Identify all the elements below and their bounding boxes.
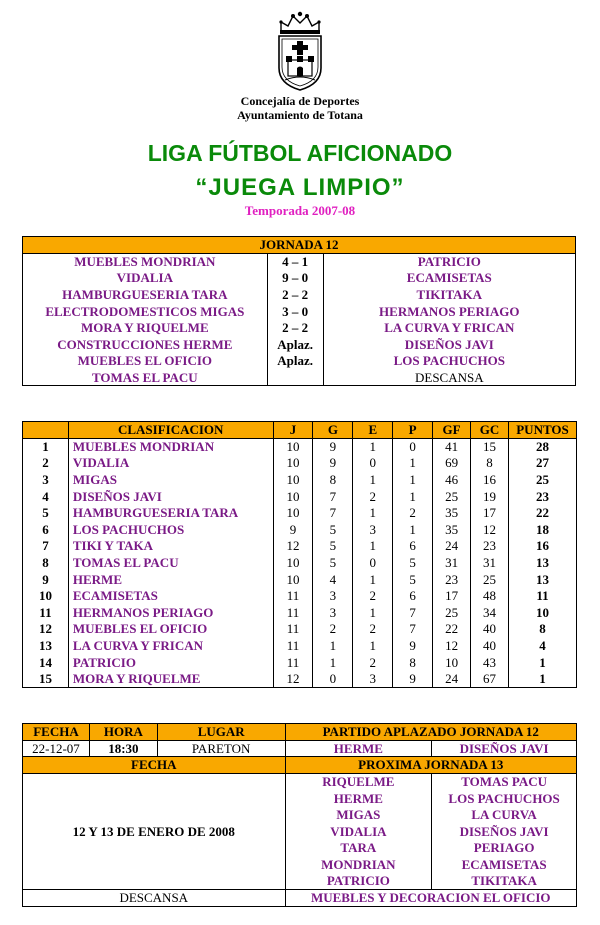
standings-goals-against: 17 <box>471 504 509 521</box>
standings-played: 10 <box>273 438 313 455</box>
proxima-away: DISEÑOS JAVI <box>432 823 577 840</box>
standings-drawn: 2 <box>353 621 393 638</box>
standings-won: 2 <box>313 621 353 638</box>
jornada-title: JORNADA 12 <box>23 237 576 254</box>
standings-goals-against: 25 <box>471 571 509 588</box>
standings-goals-for: 35 <box>433 521 471 538</box>
match-score: 4 – 1 <box>267 253 323 270</box>
standings-drawn: 2 <box>353 654 393 671</box>
standings-team: LOS PACHUCHOS <box>68 521 273 538</box>
proxima-rows <box>23 773 577 906</box>
standings-played: 10 <box>273 471 313 488</box>
standings-points: 23 <box>508 488 576 505</box>
standings-col-header: GC <box>471 422 509 439</box>
match-score: Aplaz. <box>267 336 323 353</box>
standings-points: 22 <box>508 504 576 521</box>
proxima-home: VIDALIA <box>285 823 432 840</box>
match-away: DISEÑOS JAVI <box>404 336 494 352</box>
match-score: 2 – 2 <box>267 319 323 336</box>
standings-goals-against: 19 <box>471 488 509 505</box>
standings-team: MORA Y RIQUELME <box>68 670 273 687</box>
standings-drawn: 2 <box>353 488 393 505</box>
standings-goals-for: 25 <box>433 604 471 621</box>
page-title: LIGA FÚTBOL AFICIONADO <box>147 140 453 166</box>
standings-position: 5 <box>23 504 69 521</box>
proxima-away: PERIAGO <box>432 840 577 857</box>
standings-team: TOMAS EL PACU <box>68 554 273 571</box>
standings-lost: 7 <box>393 604 433 621</box>
standings-points: 13 <box>508 571 576 588</box>
standings-position: 2 <box>23 455 69 472</box>
standings-goals-for: 17 <box>433 587 471 604</box>
match-home: VIDALIA <box>116 270 173 286</box>
proxima-away: TOMAS PACU <box>432 773 577 790</box>
standings-points: 1 <box>508 670 576 687</box>
proxima-away: LA CURVA <box>432 806 577 823</box>
standings-team: HAMBURGUESERIA TARA <box>68 504 273 521</box>
standings-position: 6 <box>23 521 69 538</box>
standings-won: 5 <box>313 521 353 538</box>
aplazado-lugar: PARETON <box>157 740 285 757</box>
standings-won: 8 <box>313 471 353 488</box>
match-row <box>23 286 576 303</box>
proxima-descansa-team: MUEBLES Y DECORACION EL OFICIO <box>285 889 576 906</box>
standings-col-header: GF <box>433 422 471 439</box>
page-subtitle: “JUEGA LIMPIO” <box>195 174 405 201</box>
standings-position: 7 <box>23 538 69 555</box>
jornada-results-table <box>22 236 576 386</box>
standings-team: TIKI Y TAKA <box>68 538 273 555</box>
match-row <box>23 353 576 370</box>
standings-position: 8 <box>23 554 69 571</box>
standings-col-header <box>23 422 69 439</box>
standings-lost: 9 <box>393 637 433 654</box>
standings-lost: 1 <box>393 521 433 538</box>
match-row <box>23 253 576 270</box>
match-row <box>23 270 576 287</box>
standings-goals-for: 46 <box>433 471 471 488</box>
standings-drawn: 1 <box>353 571 393 588</box>
standings-points: 28 <box>508 438 576 455</box>
standings-col-header: J <box>273 422 313 439</box>
standings-lost: 6 <box>393 538 433 555</box>
standings-team: HERME <box>68 571 273 588</box>
standings-team: PATRICIO <box>68 654 273 671</box>
aplazado-fecha-header: FECHA <box>23 724 90 741</box>
aplazado-partido-header: PARTIDO APLAZADO JORNADA 12 <box>285 724 576 741</box>
town-crest-icon <box>271 10 329 92</box>
aplazado-hora-header: HORA <box>89 724 157 741</box>
standings-goals-against: 67 <box>471 670 509 687</box>
standings-row <box>23 670 577 687</box>
standings-played: 10 <box>273 504 313 521</box>
standings-goals-against: 8 <box>471 455 509 472</box>
org-line-2: Ayuntamiento de Totana <box>237 108 363 122</box>
proxima-home: TARA <box>285 840 432 857</box>
standings-played: 11 <box>273 621 313 638</box>
match-score: Aplaz. <box>267 353 323 370</box>
standings-col-header: P <box>393 422 433 439</box>
standings-won: 3 <box>313 587 353 604</box>
standings-lost: 9 <box>393 670 433 687</box>
standings-goals-for: 10 <box>433 654 471 671</box>
standings-points: 16 <box>508 538 576 555</box>
match-away: TIKITAKA <box>416 287 483 303</box>
standings-lost: 0 <box>393 438 433 455</box>
proxima-away: TIKITAKA <box>432 873 577 890</box>
standings-points: 8 <box>508 621 576 638</box>
proxima-away: LOS PACHUCHOS <box>432 790 577 807</box>
standings-row <box>23 554 577 571</box>
standings-rows <box>23 438 577 687</box>
aplazado-lugar-header: LUGAR <box>157 724 285 741</box>
match-row <box>23 369 576 386</box>
standings-goals-against: 40 <box>471 621 509 638</box>
standings-goals-against: 48 <box>471 587 509 604</box>
proxima-home: RIQUELME <box>285 773 432 790</box>
standings-won: 0 <box>313 670 353 687</box>
standings-drawn: 0 <box>353 455 393 472</box>
standings-team: MIGAS <box>68 471 273 488</box>
standings-drawn: 1 <box>353 604 393 621</box>
match-away: PATRICIO <box>417 254 481 270</box>
standings-lost: 7 <box>393 621 433 638</box>
standings-points: 18 <box>508 521 576 538</box>
standings-col-header: PUNTOS <box>508 422 576 439</box>
standings-position: 3 <box>23 471 69 488</box>
standings-position: 1 <box>23 438 69 455</box>
jornada-rows <box>23 253 576 386</box>
standings-won: 5 <box>313 554 353 571</box>
standings-won: 3 <box>313 604 353 621</box>
match-row <box>23 336 576 353</box>
match-row <box>23 319 576 336</box>
standings-points: 10 <box>508 604 576 621</box>
org-line-1: Concejalía de Deportes <box>240 94 360 108</box>
standings-drawn: 1 <box>353 637 393 654</box>
standings-lost: 1 <box>393 471 433 488</box>
match-score: 9 – 0 <box>267 270 323 287</box>
match-home: TOMAS EL PACU <box>91 369 198 385</box>
proxima-home: MONDRIAN <box>285 856 432 873</box>
proxima-descansa-label: DESCANSA <box>23 889 286 906</box>
standings-drawn: 3 <box>353 670 393 687</box>
standings-played: 10 <box>273 571 313 588</box>
standings-drawn: 1 <box>353 504 393 521</box>
proxima-row <box>23 773 577 790</box>
standings-position: 11 <box>23 604 69 621</box>
match-home: ELECTRODOMESTICOS MIGAS <box>45 303 245 319</box>
standings-col-header: E <box>353 422 393 439</box>
standings-team: DISEÑOS JAVI <box>68 488 273 505</box>
standings-goals-for: 24 <box>433 538 471 555</box>
standings-row <box>23 621 577 638</box>
standings-played: 11 <box>273 637 313 654</box>
standings-won: 1 <box>313 637 353 654</box>
match-score <box>267 369 323 386</box>
standings-won: 9 <box>313 455 353 472</box>
aplazado-home: HERME <box>285 740 432 757</box>
standings-goals-for: 23 <box>433 571 471 588</box>
standings-position: 4 <box>23 488 69 505</box>
match-score: 2 – 2 <box>267 286 323 303</box>
standings-header-row <box>23 422 577 439</box>
standings-team: ECAMISETAS <box>68 587 273 604</box>
standings-row <box>23 455 577 472</box>
standings-played: 11 <box>273 587 313 604</box>
standings-row <box>23 637 577 654</box>
standings-goals-against: 12 <box>471 521 509 538</box>
match-away: LOS PACHUCHOS <box>393 353 505 369</box>
standings-col-header: CLASIFICACION <box>68 422 273 439</box>
standings-team: VIDALIA <box>68 455 273 472</box>
standings-row <box>23 438 577 455</box>
match-home: CONSTRUCCIONES HERME <box>57 336 233 352</box>
proxima-home: MIGAS <box>285 806 432 823</box>
standings-row <box>23 538 577 555</box>
aplazado-hora: 18:30 <box>89 740 157 757</box>
standings-won: 9 <box>313 438 353 455</box>
standings-goals-against: 23 <box>471 538 509 555</box>
match-away: ECAMISETAS <box>406 270 492 286</box>
schedule-table <box>22 723 577 907</box>
standings-lost: 1 <box>393 455 433 472</box>
standings-goals-for: 31 <box>433 554 471 571</box>
standings-position: 12 <box>23 621 69 638</box>
standings-goals-against: 16 <box>471 471 509 488</box>
standings-goals-against: 43 <box>471 654 509 671</box>
standings-position: 14 <box>23 654 69 671</box>
standings-won: 5 <box>313 538 353 555</box>
standings-played: 10 <box>273 488 313 505</box>
standings-position: 10 <box>23 587 69 604</box>
match-away: DESCANSA <box>414 369 484 385</box>
standings-lost: 2 <box>393 504 433 521</box>
standings-row <box>23 604 577 621</box>
match-home: MUEBLES MONDRIAN <box>74 254 216 270</box>
standings-points: 13 <box>508 554 576 571</box>
match-home: MUEBLES EL OFICIO <box>77 353 213 369</box>
standings-played: 12 <box>273 538 313 555</box>
standings-goals-for: 25 <box>433 488 471 505</box>
proxima-fecha: 12 Y 13 DE ENERO DE 2008 <box>23 773 286 889</box>
standings-played: 9 <box>273 521 313 538</box>
standings-goals-against: 34 <box>471 604 509 621</box>
standings-points: 1 <box>508 654 576 671</box>
proxima-fecha-header: FECHA <box>23 757 286 774</box>
match-row <box>23 303 576 320</box>
proxima-home: HERME <box>285 790 432 807</box>
standings-row <box>23 488 577 505</box>
standings-lost: 5 <box>393 554 433 571</box>
match-away: LA CURVA Y FRICAN <box>384 320 515 336</box>
standings-drawn: 1 <box>353 538 393 555</box>
proxima-away: ECAMISETAS <box>432 856 577 873</box>
standings-col-header: G <box>313 422 353 439</box>
standings-goals-for: 12 <box>433 637 471 654</box>
aplazado-away: DISEÑOS JAVI <box>432 740 577 757</box>
standings-points: 27 <box>508 455 576 472</box>
standings-position: 15 <box>23 670 69 687</box>
standings-won: 7 <box>313 504 353 521</box>
standings-team: MUEBLES MONDRIAN <box>68 438 273 455</box>
standings-row <box>23 471 577 488</box>
match-home: MORA Y RIQUELME <box>81 320 209 336</box>
proxima-home: PATRICIO <box>285 873 432 890</box>
standings-row <box>23 587 577 604</box>
standings-won: 4 <box>313 571 353 588</box>
standings-team: LA CURVA Y FRICAN <box>68 637 273 654</box>
standings-drawn: 1 <box>353 438 393 455</box>
standings-lost: 6 <box>393 587 433 604</box>
standings-goals-against: 15 <box>471 438 509 455</box>
standings-played: 11 <box>273 654 313 671</box>
standings-goals-for: 69 <box>433 455 471 472</box>
proxima-title: PROXIMA JORNADA 13 <box>285 757 576 774</box>
match-home: HAMBURGUESERIA TARA <box>62 287 228 303</box>
standings-drawn: 2 <box>353 587 393 604</box>
standings-played: 10 <box>273 455 313 472</box>
season-label: Temporada 2007-08 <box>244 203 356 218</box>
standings-lost: 1 <box>393 488 433 505</box>
standings-team: HERMANOS PERIAGO <box>68 604 273 621</box>
standings-points: 4 <box>508 637 576 654</box>
standings-team: MUEBLES EL OFICIO <box>68 621 273 638</box>
match-away: HERMANOS PERIAGO <box>379 303 520 319</box>
standings-goals-for: 22 <box>433 621 471 638</box>
standings-goals-against: 40 <box>471 637 509 654</box>
standings-played: 10 <box>273 554 313 571</box>
aplazado-fecha: 22-12-07 <box>23 740 90 757</box>
standings-lost: 5 <box>393 571 433 588</box>
standings-played: 12 <box>273 670 313 687</box>
match-score: 3 – 0 <box>267 303 323 320</box>
standings-position: 13 <box>23 637 69 654</box>
standings-played: 11 <box>273 604 313 621</box>
standings-row <box>23 521 577 538</box>
standings-goals-for: 35 <box>433 504 471 521</box>
standings-lost: 8 <box>393 654 433 671</box>
standings-row <box>23 654 577 671</box>
standings-goals-for: 24 <box>433 670 471 687</box>
standings-points: 11 <box>508 587 576 604</box>
standings-row <box>23 571 577 588</box>
standings-goals-against: 31 <box>471 554 509 571</box>
standings-drawn: 0 <box>353 554 393 571</box>
standings-drawn: 3 <box>353 521 393 538</box>
standings-table <box>22 421 577 688</box>
proxima-row <box>23 889 577 906</box>
standings-won: 1 <box>313 654 353 671</box>
standings-row <box>23 504 577 521</box>
standings-won: 7 <box>313 488 353 505</box>
standings-points: 25 <box>508 471 576 488</box>
standings-position: 9 <box>23 571 69 588</box>
standings-goals-for: 41 <box>433 438 471 455</box>
standings-drawn: 1 <box>353 471 393 488</box>
